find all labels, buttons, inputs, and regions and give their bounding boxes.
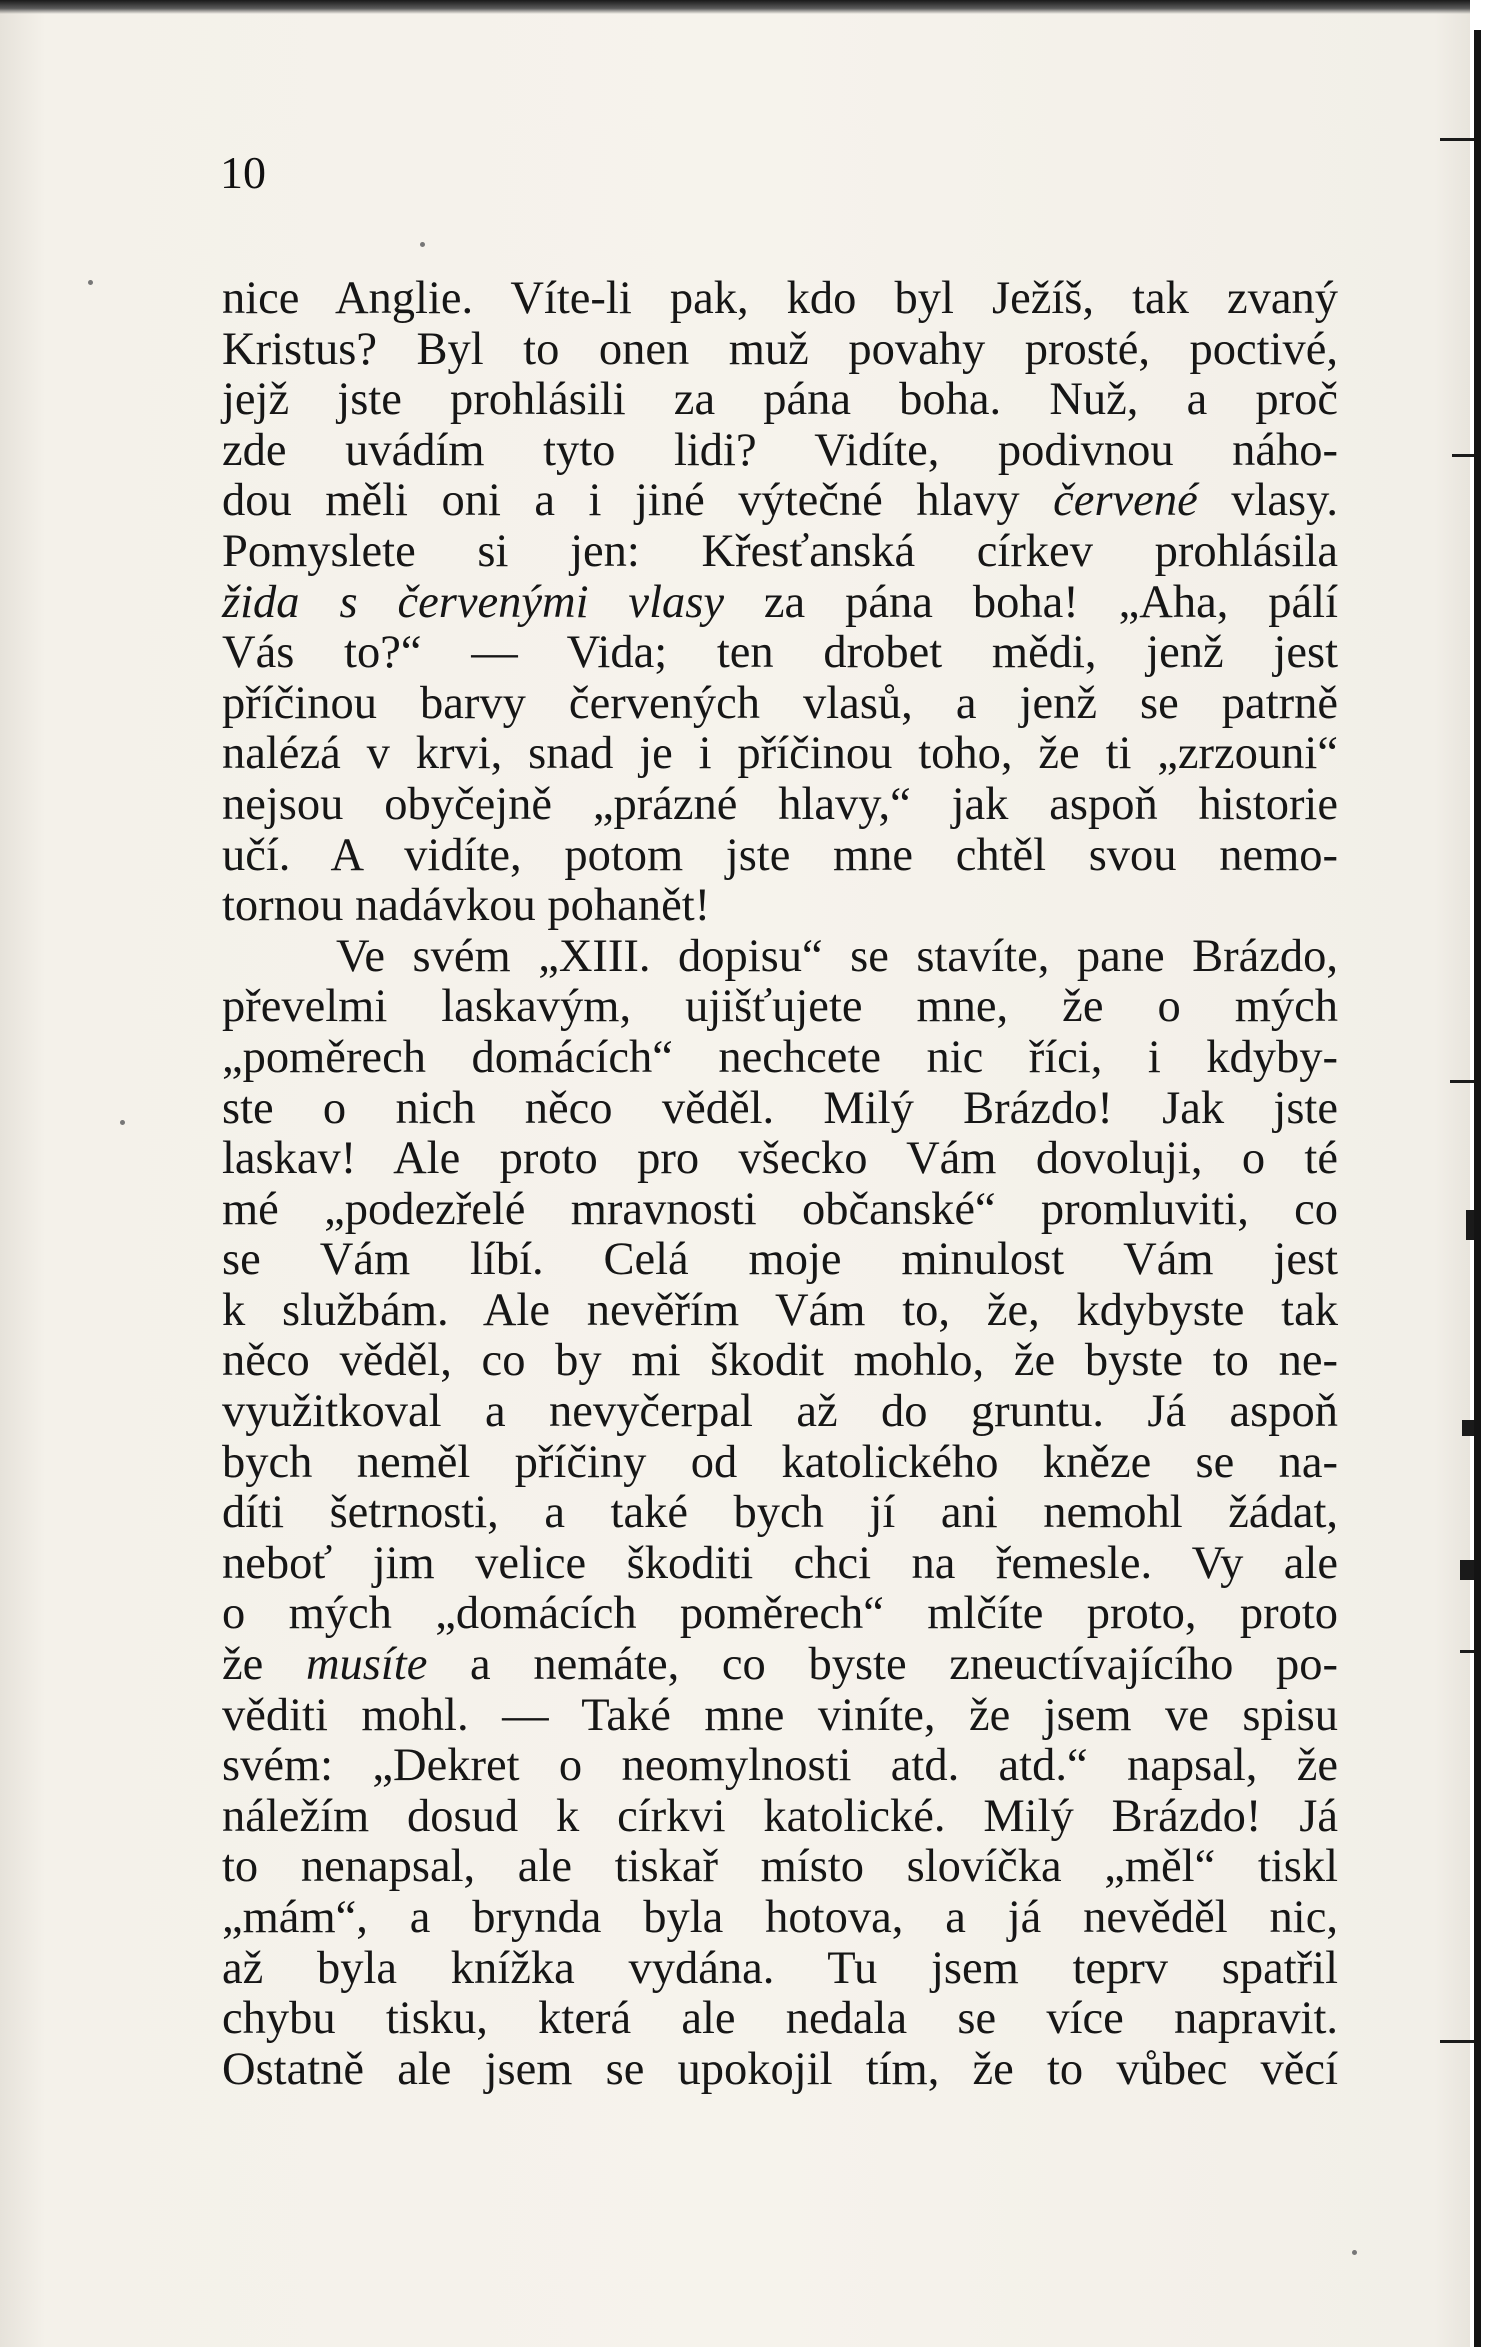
text-segment: něco věděl, co by mi škodit mohlo, že byste to ne-	[222, 1335, 1338, 1387]
text-segment: o mých „domácích poměrech“ mlčíte proto, proto	[222, 1588, 1338, 1640]
text-line	[222, 679, 1338, 730]
text-segment: dou měli oni a i jiné výtečné hlavy	[222, 475, 1054, 527]
scan-speck	[420, 242, 425, 247]
text-segment: mé „podezřelé mravnosti občanské“ promluviti, co	[222, 1183, 1338, 1235]
text-line	[222, 476, 1338, 527]
text-line	[222, 426, 1338, 477]
text-line	[222, 325, 1338, 376]
scan-top-edge	[0, 0, 1510, 14]
text-line	[222, 274, 1338, 325]
text-line	[222, 375, 1338, 426]
text-segment: to nenapsal, ale tiskař místo slovíčka „měl“ tiskl	[222, 1841, 1338, 1893]
binding-tick	[1460, 1560, 1474, 1580]
text-line	[222, 1336, 1338, 1387]
text-segment: a nemáte, co byste zneuctívajícího po-	[427, 1639, 1338, 1691]
text-line	[222, 1640, 1338, 1691]
text-segment: díti šetrnosti, a také bych jí ani nemohl žádat,	[222, 1487, 1338, 1539]
text-segment: náležím dosud k církvi katolické. Milý Brázdo! Já	[222, 1790, 1338, 1842]
body-text	[222, 274, 1338, 2095]
text-segment: chybu tisku, která ale nedala se více napravit.	[222, 1993, 1338, 2045]
text-segment: se Vám líbí. Celá moje minulost Vám jest	[222, 1234, 1338, 1286]
text-segment: k službám. Ale nevěřím Vám to, že, kdybyste tak	[222, 1284, 1338, 1336]
text-line	[222, 1944, 1338, 1995]
text-line	[222, 1893, 1338, 1944]
text-segment: využitkoval a nevyčerpal až do gruntu. Já aspoň	[222, 1386, 1338, 1438]
text-line	[222, 1792, 1338, 1843]
text-line	[222, 1691, 1338, 1742]
text-segment: „poměrech domácích“ nechcete nic říci, i kdyby-	[222, 1031, 1338, 1083]
scan-speck	[1352, 2250, 1357, 2255]
text-segment: za pána boha! „Aha, pálí	[723, 576, 1339, 628]
text-segment: nice Anglie. Víte-li pak, kdo byl Ježíš, tak zvaný	[222, 273, 1338, 324]
italic-emphasis: žida s červenými vlasy	[222, 576, 724, 628]
text-segment: svém: „Dekret o neomylnosti atd. atd.“ napsal, že	[222, 1740, 1338, 1792]
text-line	[222, 1842, 1338, 1893]
text-segment: učí. A vidíte, potom jste mne chtěl svou nemo-	[222, 829, 1338, 881]
text-line	[222, 628, 1338, 679]
text-line	[222, 1084, 1338, 1135]
text-line	[222, 1438, 1338, 1489]
text-line	[222, 982, 1338, 1033]
text-segment: až byla knížka vydána. Tu jsem teprv spatřil	[222, 1942, 1338, 1994]
text-line	[222, 1286, 1338, 1337]
text-line	[222, 2045, 1338, 2096]
binding-tick	[1440, 2040, 1474, 2043]
text-line	[222, 780, 1338, 831]
text-segment: laskav! Ale proto pro všecko Vám dovoluji, o té	[222, 1133, 1338, 1185]
text-segment: neboť jim velice škoditi chci na řemesle. Vy ale	[222, 1537, 1338, 1589]
text-line	[222, 1994, 1338, 2045]
text-line	[222, 881, 1338, 932]
page-number: 10	[220, 147, 266, 198]
text-segment: ste o nich něco věděl. Milý Brázdo! Jak jste	[222, 1082, 1338, 1134]
text-segment: zde uvádím tyto lidi? Vidíte, podivnou náho-	[222, 424, 1338, 476]
text-line	[222, 1134, 1338, 1185]
text-segment: příčinou barvy červených vlasů, a jenž se patrně	[222, 677, 1338, 729]
scan-speck	[88, 280, 93, 285]
scan-speck	[120, 1120, 125, 1125]
text-line	[222, 578, 1338, 629]
binding-tick	[1466, 1210, 1474, 1240]
text-line	[222, 1387, 1338, 1438]
text-line	[222, 831, 1338, 882]
binding-tick	[1452, 454, 1474, 457]
text-line	[222, 729, 1338, 780]
text-line	[222, 1235, 1338, 1286]
text-segment: Kristus? Byl to onen muž povahy prosté, poctivé,	[222, 323, 1338, 375]
text-segment: Ve svém „XIII. dopisu“ se stavíte, pane Brázdo,	[336, 930, 1338, 982]
text-line	[222, 932, 1338, 983]
text-segment: Ostatně ale jsem se upokojil tím, že to vůbec věcí	[222, 2043, 1338, 2095]
text-segment: bych neměl příčiny od katolického kněze se na-	[222, 1436, 1338, 1488]
text-line	[222, 1741, 1338, 1792]
text-line	[222, 1033, 1338, 1084]
text-line	[222, 1539, 1338, 1590]
text-line	[222, 1488, 1338, 1539]
text-segment: věditi mohl. — Také mne viníte, že jsem ve spisu	[222, 1689, 1338, 1741]
text-segment: že	[222, 1639, 306, 1691]
text-segment: tornou nadávkou pohanět!	[222, 880, 711, 932]
italic-emphasis: červené	[1053, 475, 1198, 527]
text-line	[222, 1185, 1338, 1236]
italic-emphasis: musíte	[305, 1639, 428, 1691]
text-segment: vlasy.	[1197, 475, 1338, 527]
text-segment: „mám“, a brynda byla hotova, a já nevěděl nic,	[222, 1892, 1338, 1943]
binding-tick	[1460, 1650, 1474, 1653]
binding-edge-rule	[1474, 30, 1481, 2347]
binding-tick	[1440, 138, 1474, 141]
text-line	[222, 527, 1338, 578]
text-segment: nejsou obyčejně „prázné hlavy,“ jak aspoň historie	[222, 778, 1338, 830]
text-segment: jejž jste prohlásili za pána boha. Nuž, a proč	[222, 374, 1338, 426]
text-segment: Vás to?“ — Vida; ten drobet mědi, jenž jest	[222, 627, 1338, 679]
text-segment: Pomyslete si jen: Křesťanská církev prohlásila	[222, 525, 1338, 577]
binding-tick	[1450, 1080, 1474, 1083]
text-segment: převelmi laskavým, ujišťujete mne, že o mých	[222, 981, 1338, 1033]
binding-tick	[1462, 1420, 1474, 1436]
text-line	[222, 1589, 1338, 1640]
text-segment: nalézá v krvi, snad je i příčinou toho, že ti „zrzouni“	[222, 728, 1338, 780]
